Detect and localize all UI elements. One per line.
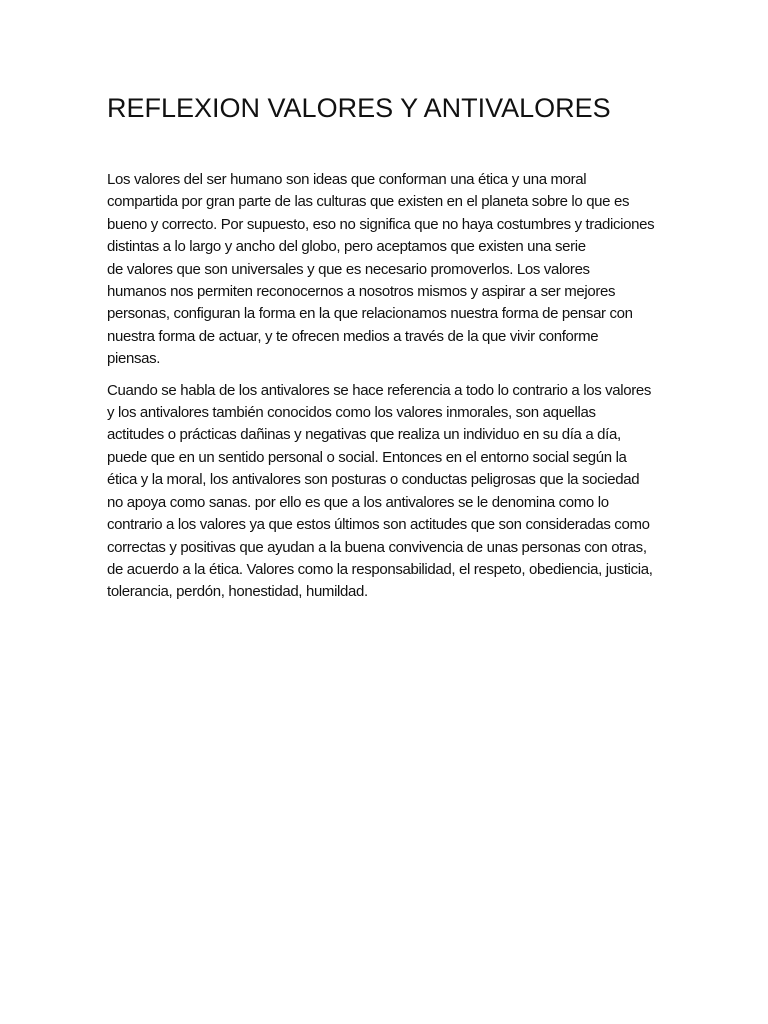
text-line: distintas a lo largo y ancho del globo, pero aceptamos que existen una serie [107,238,586,256]
document-body [107,169,667,613]
text-line: puede que en un sentido personal o social. Entonces en el entorno social según la [107,448,627,466]
document-title: REFLEXION VALORES Y ANTIVALORES [107,93,611,123]
text-line: Cuando se habla de los antivalores se hace referencia a todo lo contrario a los valores [107,381,652,399]
text-line: compartida por gran parte de las culturas que existen en el planeta sobre lo que es [107,193,630,211]
text-line: bueno y correcto. Por supuesto, eso no significa que no haya costumbres y tradiciones [107,215,655,233]
text-line: actitudes o prácticas dañinas y negativas que realiza un individuo en su día a día, [107,426,621,444]
text-line: piensas. [107,350,161,368]
paragraph-antivalores [107,380,667,604]
text-line: correctas y positivas que ayudan a la buena convivencia de unas personas con otras, [107,538,647,556]
text-line: de valores que son universales y que es necesario promoverlos. Los valores [107,260,590,278]
text-line: de acuerdo a la ética. Valores como la responsabilidad, el respeto, obediencia, justicia, [107,560,653,578]
text-line: tolerancia, perdón, honestidad, humildad. [107,583,368,601]
text-line: y los antivalores también conocidos como los valores inmorales, son aquellas [107,404,596,422]
text-line: nuestra forma de actuar, y te ofrecen medios a través de la que vivir conforme [107,327,599,345]
text-line: Los valores del ser humano son ideas que conforman una ética y una moral [107,171,587,188]
text-line: contrario a los valores ya que estos últimos son actitudes que son consideradas como [107,516,650,534]
paragraph-valores [107,169,667,371]
text-line: personas, configuran la forma en la que relacionamos nuestra forma de pensar con [107,305,633,323]
text-line: humanos nos permiten reconocernos a nosotros mismos y aspirar a ser mejores [107,283,616,301]
text-line: ética y la moral, los antivalores son posturas o conductas peligrosas que la sociedad [107,471,640,489]
text-line: no apoya como sanas. por ello es que a los antivalores se le denomina como lo [107,493,609,511]
